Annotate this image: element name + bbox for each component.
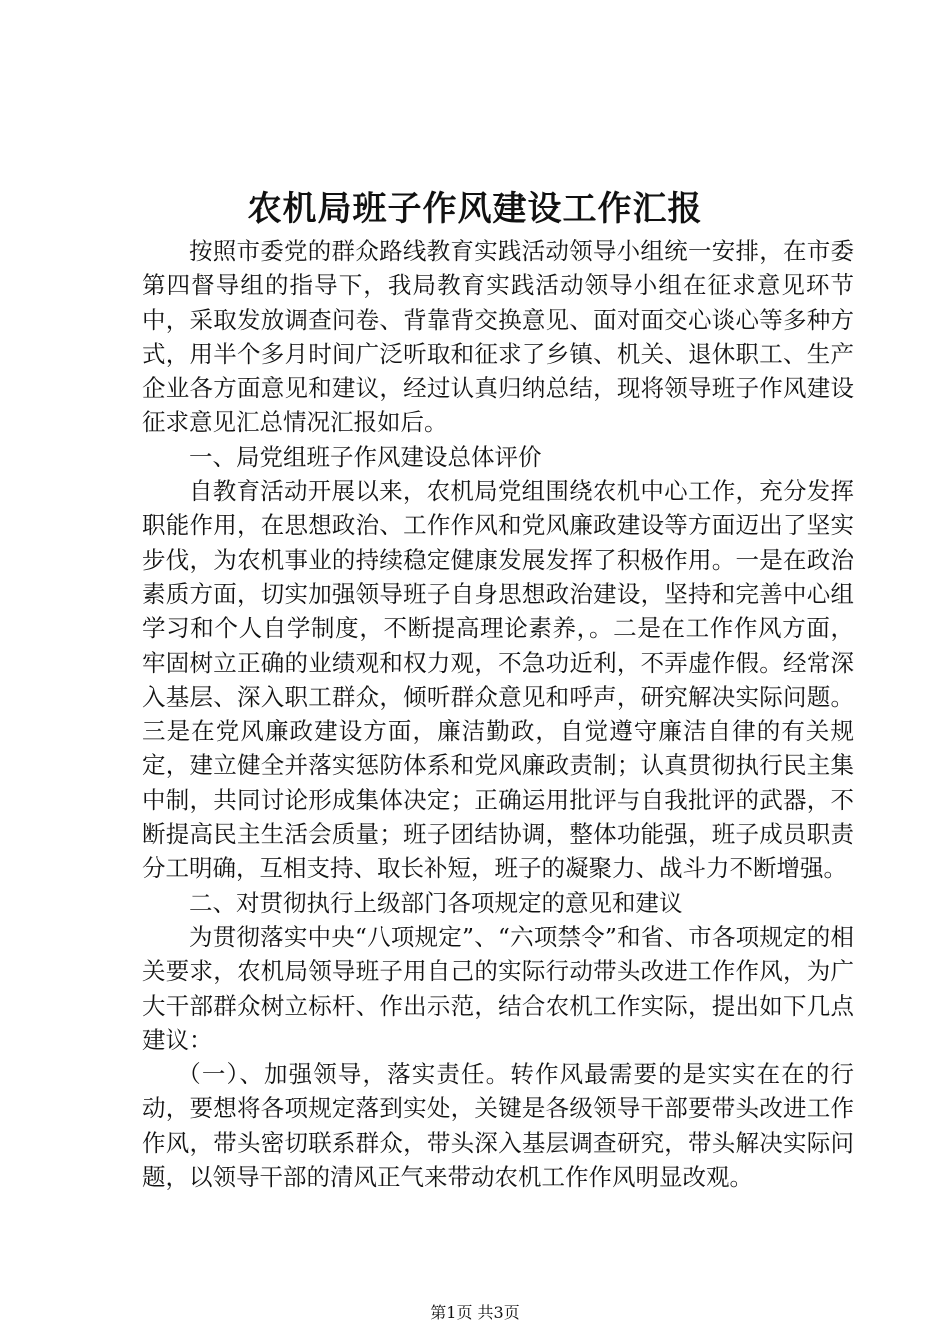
- document-title: 农机局班子作风建设工作汇报: [247, 189, 703, 229]
- section-heading-1: 一、局党组班子作风建设总体评价: [189, 442, 542, 471]
- intro-paragraph: 按照市委党的群众路线教育实践活动领导小组统一安排，在市委第四督导组的指导下，我局教育实践活动领导小组在征求意见环节中，采取发放调查问卷、背靠背交换意见、面对面交心谈心等多种方式，用半个多月时间广泛听取和征求了乡镇、机关、退休职工、生产企业各方面意见和建议，经过认真归纳总结，现将领导班子作风建设征求意见汇总情况汇报如后。: [142, 237, 854, 437]
- section-1-paragraph: 自教育活动开展以来，农机局党组围绕农机中心工作，充分发挥职能作用，在思想政治、工作作风和党风廉政建设等方面迈出了坚实步伐，为农机事业的持续稳定健康发展发挥了积极作用。一是在政治素质方面，切实加强领导班子自身思想政治建设，坚持和完善中心组学习和个人自学制度，不断提高理论素养，。二是在工作作风方面，牢固树立正确的业绩观和权力观，不急功近利，不弄虚作假。经常深入基层、深入职工群众，倾听群众意见和呼声，研究解决实际问题。三是在党风廉政建设方面，廉洁勤政，自觉遵守廉洁自律的有关规定，建立健全并落实惩防体系和党风廉政责制；认真贯彻执行民主集中制，共同讨论形成集体决定；正确运用批评与自我批评的武器，不断提高民主生活会质量；班子团结协调，整体功能强，班子成员职责分工明确，互相支持、取长补短，班子的凝聚力、战斗力不断增强。: [142, 477, 854, 883]
- section-2-paragraph: 为贯彻落实中央“八项规定”、“六项禁令”和省、市各项规定的相关要求，农机局领导班子用自己的实际行动带头改进工作作风，为广大干部群众树立标杆、作出示范，结合农机工作实际，提出如下几点建议：: [142, 922, 854, 1054]
- document-body: [142, 234, 854, 1194]
- page-footer: 第1页 共3页: [430, 1303, 520, 1322]
- section-heading-2: 二、对贯彻执行上级部门各项规定的意见和建议: [189, 888, 683, 917]
- suggestion-paragraph-1: （一）、加强领导，落实责任。转作风最需要的是实实在在的行动，要想将各项规定落到实处，关键是各级领导干部要带头改进工作作风，带头密切联系群众，带头深入基层调查研究，带头解决实际问题，以领导干部的清风正气来带动农机工作作风明显改观。: [142, 1060, 854, 1192]
